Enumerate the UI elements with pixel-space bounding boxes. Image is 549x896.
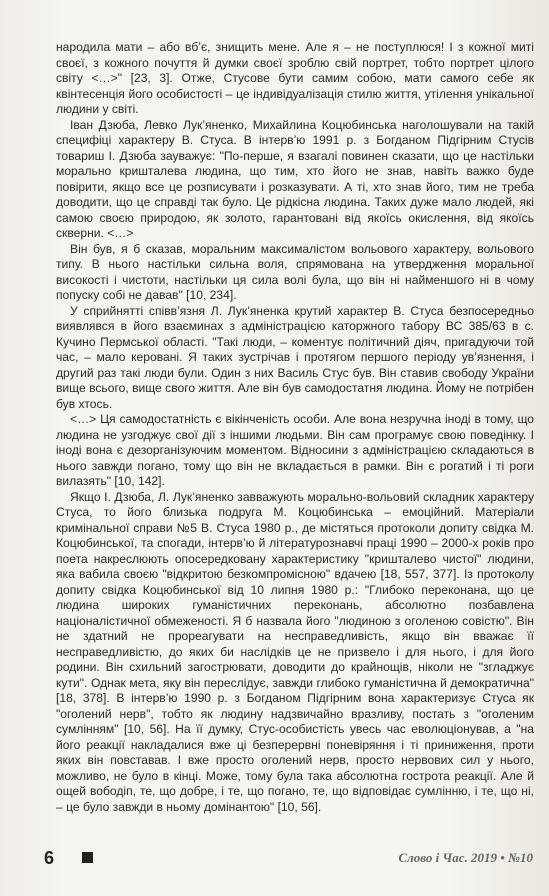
paragraph: Якщо І. Дзюба, Л. Лук’яненко завважують морально-вольовий складник характеру Стуса, то його близька подруга М. Коцюбинська – емоційний. Матеріали кримінальної справи №5 В. Стуса 1980 р., де містяться протоколи допиту свідка М. Коцюбинської, та спогади, інтерв’ю й літературознавчі праці 1990 – 2000-х років про поета накреслюють опосередковану характеристику "кришталево чистої" людини, яка вабила своєю "відкритою безкомпромісною" вдачею [18, 557, 377]. Із протоколу допиту свідка Коцюбинської від 10 липня 1980 р.: "Глибоко переконана, що це людина широких гуманістичних переконань, абсолютно позбавлена націоналістичної обмеженості. Я б назвала його "людиною з оголеною совістю". Він не здатний не прореагувати на несправедливість, якщо він вважає її несправедливістю, до яких би наслідків це не призвело і для нього, і для його родини. Він схильний загострювати, доводити до крайнощів, ніколи не "згладжує кути". Однак мета, яку він переслідує, завжди глибоко гуманістична й демократична" [18, 378]. В інтерв’ю 1990 р. з Богданом Підгірним вона характеризує Стуса як "оголений нерв", тобто як людину надзвичайно вразливу, постать з "оголеним сумлінням" [10, 56]. На її думку, Стус-особистість увесь час еволюціонував, а "на його реакції накладалися вже ці безперервні поневіряння і ті приниження, проти яких він повставав. І вже просто оголений нерв, просто нервових сил у нього, можливо, не було в кінці. Може, тому була така абсолютна гострота реакції. Але й ощей вободіп, те, що добре, і те, що погано, те, що відповідає сумлінню, і те, що ні, – це було завжди в ньому домінантою" [10, 56]. [56,489,534,814]
page-number: 6 [44,848,55,868]
body-text [56,40,534,815]
page-footer [0,848,549,878]
paragraph: народила мати – або вб’є, знищить мене. Але я – не поступлюся! І з кожної миті своєї, з кожного почуття й думки своєї зроблю свій портрет, тобто портрет цілого світу <…>" [23, 3]. Отже, Стусове бути самим собою, мати самого себе як квінтесенція його особистості – це індивідуалізація стилю життя, утілення унікальної людини у світі. [56,40,534,116]
journal-name: Слово і Час. 2019 • №10 [398,850,533,865]
square-marker-icon [82,852,93,863]
paragraph: Він був, я б сказав, моральним максималістом вольового характеру, вольового типу. В нього настільки сильна воля, спрямована на утвердження моральної високості і чистоти, настільки ця сила волі була, що він ні найменшого ні в чому попуску собі не давав" [10, 234]. [56,241,534,302]
paragraph: У сприйнятті співв’язня Л. Лук’яненка крутий характер В. Стуса безпосередньо виявлявся в його взаєминах з адміністрацією каторжного табору ВС 385/63 в с. Кучино Пермської області. "Такі люди, – коментує політичний діяч, пригадуючи той час, – мало керовані. Я таких зустрічав і протягом першого періоду ув’язнення, і другий раз такі люди були. Один з них Василь Стус був. Він ставив свободу України вище всього, вище свого життя. Але він був самодостатня людина. Йому не потрібен був хтось. [56,303,534,411]
paragraph: Іван Дзюба, Левко Лук’яненко, Михайлина Коцюбинська наголошували на такій специфіці характеру В. Стуса. В інтерв’ю 1991 р. з Богданом Підгірним Стусів товариш І. Дзюба зауважує: "По-перше, я взагалі повинен сказати, що це настільки морально кришталева людина, що тим, хто його не знав, навіть важко буде повірити, якщо все це розписувати і розказувати. А ті, хто знав його, тим не треба доводити, що це справді так було. Це рідкісна людина. Таких дуже мало людей, які самою своєю природою, як золото, гарантовані від якоїсь окислення, від якоїсь скверни. <…> [56,117,534,240]
paragraph: <…> Ця самодостатність є вікінченість особи. Але вона незручна іноді в тому, що людина не узгоджує свої дії з іншими людьми. Він сам програмує свою поведінку. І іноді вона є дезорганізуючим моментом. Відносини з адміністрацією складаються в нього завжди погано, тому що він не вкладається в рамки. Він є рогатий і ті роги вилазять" [10, 142]. [56,412,534,488]
